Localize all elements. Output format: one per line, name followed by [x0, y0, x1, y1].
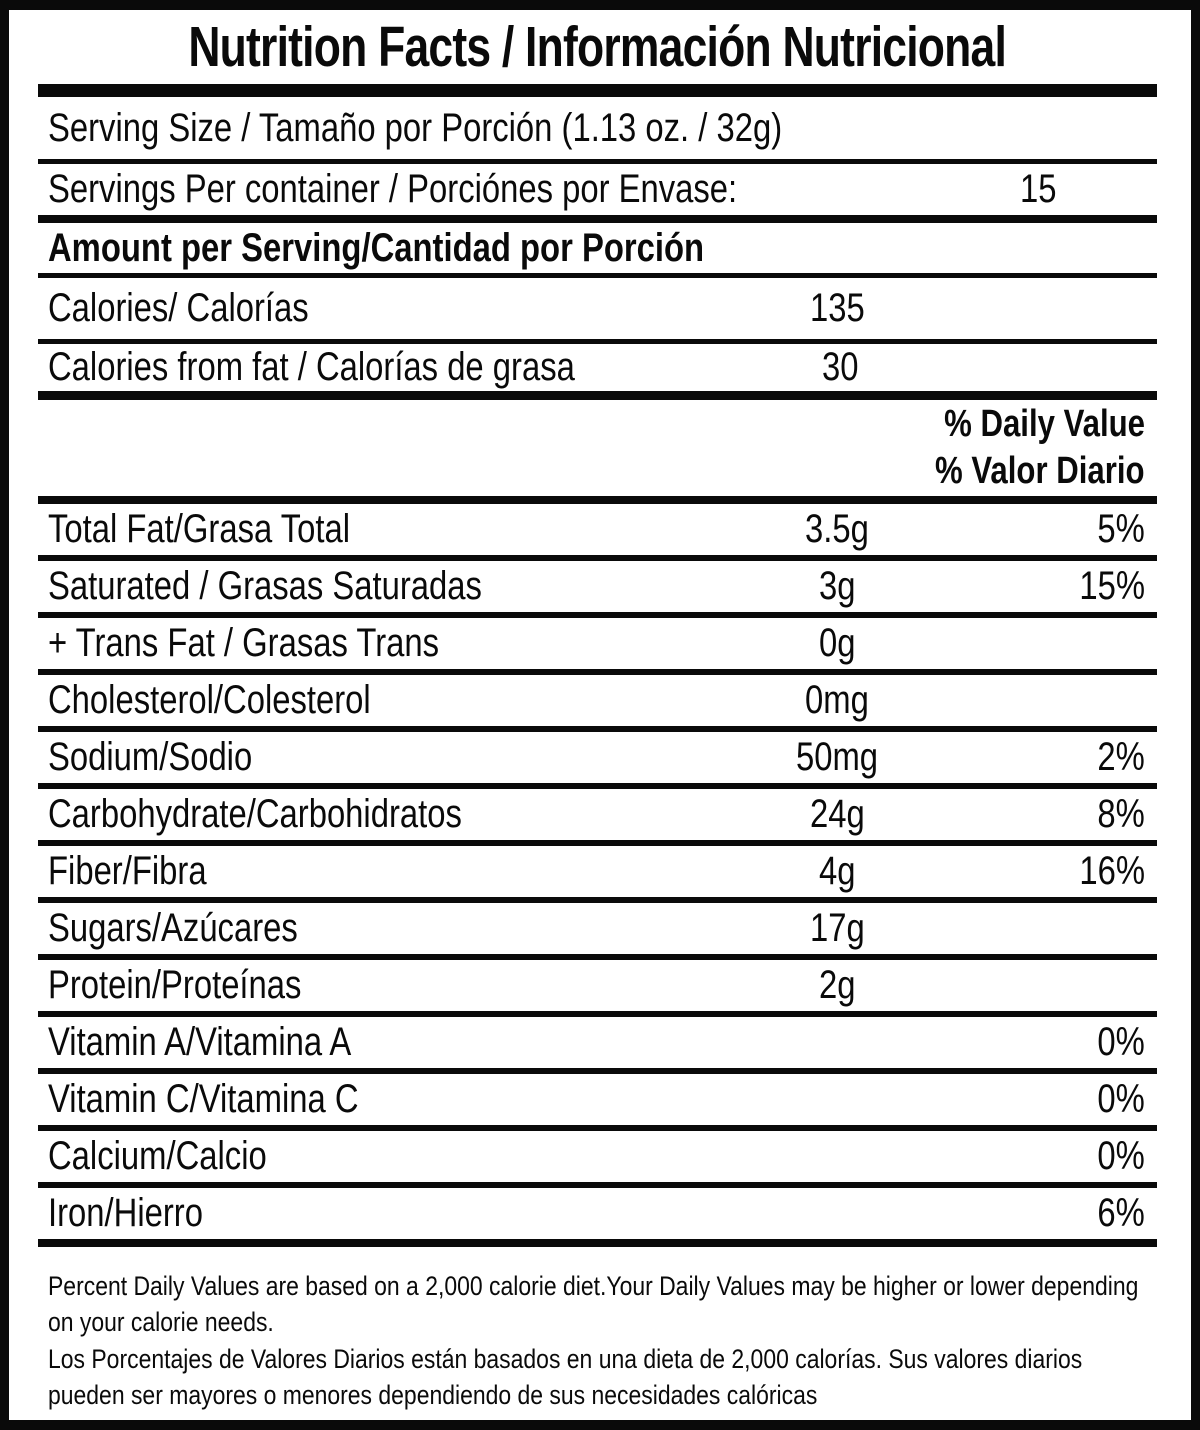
nutrient-amount-cell	[687, 1077, 987, 1122]
nutrient-row-fiber	[38, 846, 1157, 903]
nutrient-amount-cell	[687, 963, 987, 1008]
serving-size-label: Serving Size / Tamaño por Porción (1.13 oz. / 32g)	[48, 105, 783, 150]
nutrient-label: Fiber/Fibra	[48, 849, 207, 893]
nutrient-label: Vitamin C/Vitamina C	[48, 1077, 359, 1121]
nutrient-row-saturated-fat	[38, 561, 1157, 618]
nutrient-dv-cell	[987, 678, 1157, 723]
nutrient-amount-cell	[687, 564, 987, 609]
nutrient-dv-cell	[987, 1020, 1157, 1065]
footnote	[38, 1247, 1157, 1414]
servings-per-container-value: 15	[1020, 167, 1057, 211]
nutrient-amount: 50mg	[795, 735, 879, 779]
footnote-english: Percent Daily Values are based on a 2,000 calorie diet.Your Daily Values may be higher or lower depending on your calorie needs.	[48, 1271, 1139, 1337]
nutrient-dv: 0%	[1097, 1077, 1145, 1121]
nutrient-label: Saturated / Grasas Saturadas	[48, 564, 482, 608]
calories-label-cell	[38, 286, 687, 331]
servings-per-container-value-cell	[888, 167, 1188, 212]
daily-value-header	[38, 400, 1157, 504]
nutrient-dv: 16%	[1079, 849, 1145, 893]
calories-row	[38, 278, 1157, 344]
nutrient-amount: 3.5g	[805, 507, 869, 551]
nutrient-label-cell	[38, 1134, 687, 1179]
nutrient-label-cell	[38, 735, 687, 780]
nutrient-label: Cholesterol/Colesterol	[48, 678, 371, 722]
nutrient-label-cell	[38, 963, 687, 1008]
servings-per-container-row	[38, 164, 1157, 223]
nutrient-dv-cell	[987, 963, 1157, 1008]
footnote-spanish: Los Porcentajes de Valores Diarios están basados en una dieta de 2,000 calorías. Sus valores diarios pueden ser mayores o menores dependiendo de sus necesidades calóricas	[48, 1344, 1083, 1410]
calories-value: 135	[809, 286, 865, 330]
nutrient-label: Iron/Hierro	[48, 1191, 203, 1235]
nutrient-amount: 0g	[818, 621, 856, 665]
servings-per-container-label: Servings Per container / Porciónes por Envase:	[48, 167, 738, 211]
nutrient-row-trans-fat	[38, 618, 1157, 675]
label-title: Nutrition Facts / Información Nutricional	[188, 15, 1007, 79]
nutrient-label: Calcium/Calcio	[48, 1134, 267, 1178]
nutrient-dv: 0%	[1097, 1134, 1145, 1178]
nutrient-label: Carbohydrate/Carbohidratos	[48, 792, 462, 836]
nutrient-label-cell	[38, 564, 687, 609]
nutrient-label: Sugars/Azúcares	[48, 906, 298, 950]
daily-value-header-en: % Daily Value	[944, 403, 1145, 446]
nutrient-dv: 2%	[1097, 735, 1145, 779]
nutrient-label-cell	[38, 906, 687, 951]
nutrient-amount: 0mg	[805, 678, 869, 722]
nutrient-amount-cell	[687, 849, 987, 894]
nutrient-label: Vitamin A/Vitamina A	[48, 1020, 352, 1064]
nutrient-amount-cell	[687, 1191, 987, 1236]
nutrient-label: Sodium/Sodio	[48, 735, 253, 779]
calories-value-cell	[687, 286, 987, 331]
nutrient-amount: 24g	[809, 792, 865, 836]
nutrient-amount-cell	[687, 906, 987, 951]
nutrient-amount: 3g	[818, 564, 856, 608]
nutrient-amount-cell	[687, 1020, 987, 1065]
serving-size-row	[38, 97, 1157, 164]
calories-from-fat-label-cell	[38, 345, 690, 390]
amount-per-serving-cell	[38, 226, 1157, 271]
nutrient-dv: 6%	[1097, 1191, 1145, 1235]
nutrient-amount-cell	[687, 678, 987, 723]
nutrient-label: Protein/Proteínas	[48, 963, 302, 1007]
nutrient-label-cell	[38, 507, 687, 552]
nutrient-label-cell	[38, 1020, 687, 1065]
nutrient-amount-cell	[687, 735, 987, 780]
nutrient-dv-cell	[987, 906, 1157, 951]
calories-from-fat-label: Calories from fat / Calorías de grasa	[48, 345, 575, 389]
nutrient-dv-cell	[987, 1191, 1157, 1236]
calories-label: Calories/ Calorías	[48, 286, 309, 330]
nutrient-amount: 4g	[818, 849, 856, 893]
nutrient-row-vitamin-c	[38, 1074, 1157, 1131]
nutrient-amount: 2g	[818, 963, 856, 1007]
nutrient-label: Total Fat/Grasa Total	[48, 507, 351, 551]
nutrient-label-cell	[38, 621, 687, 666]
nutrient-dv: 15%	[1079, 564, 1145, 608]
nutrient-dv: 8%	[1097, 792, 1145, 836]
nutrient-row-sodium	[38, 732, 1157, 789]
nutrient-dv: 5%	[1097, 507, 1145, 551]
nutrient-dv: 0%	[1097, 1020, 1145, 1064]
calories-from-fat-value-cell	[690, 345, 990, 390]
nutrient-row-vitamin-a	[38, 1017, 1157, 1074]
nutrient-amount-cell	[687, 1134, 987, 1179]
nutrient-row-iron	[38, 1188, 1157, 1247]
nutrient-amount-cell	[687, 792, 987, 837]
nutrient-row-cholesterol	[38, 675, 1157, 732]
calories-from-fat-value: 30	[822, 345, 859, 389]
nutrient-label-cell	[38, 792, 687, 837]
nutrient-dv-cell	[987, 792, 1157, 837]
amount-per-serving-row	[38, 223, 1157, 278]
label-content	[38, 10, 1157, 1414]
nutrient-dv-cell	[987, 735, 1157, 780]
nutrient-amount-cell	[687, 621, 987, 666]
nutrient-row-sugars	[38, 903, 1157, 960]
daily-value-header-es: % Valor Diario	[935, 449, 1145, 492]
servings-per-container-cell	[38, 167, 888, 212]
nutrient-dv-cell	[987, 507, 1157, 552]
nutrient-row-carbohydrate	[38, 789, 1157, 846]
nutrient-label-cell	[38, 678, 687, 723]
nutrient-amount-cell	[687, 507, 987, 552]
nutrient-label-cell	[38, 849, 687, 894]
nutrient-dv-cell	[987, 564, 1157, 609]
nutrient-row-total-fat	[38, 504, 1157, 561]
nutrient-label-cell	[38, 1191, 687, 1236]
nutrient-label-cell	[38, 1077, 687, 1122]
nutrient-dv-cell	[987, 1134, 1157, 1179]
amount-per-serving-header: Amount per Serving/Cantidad por Porción	[48, 225, 705, 270]
nutrient-label: + Trans Fat / Grasas Trans	[48, 621, 440, 665]
nutrient-dv-cell	[987, 1077, 1157, 1122]
nutrient-row-protein	[38, 960, 1157, 1017]
serving-size-cell	[38, 106, 1157, 151]
nutrient-dv-cell	[987, 849, 1157, 894]
nutrient-row-calcium	[38, 1131, 1157, 1188]
nutrient-amount: 17g	[809, 906, 865, 950]
calories-from-fat-row	[38, 344, 1157, 400]
nutrient-dv-cell	[987, 621, 1157, 666]
label-title-row	[38, 10, 1157, 97]
